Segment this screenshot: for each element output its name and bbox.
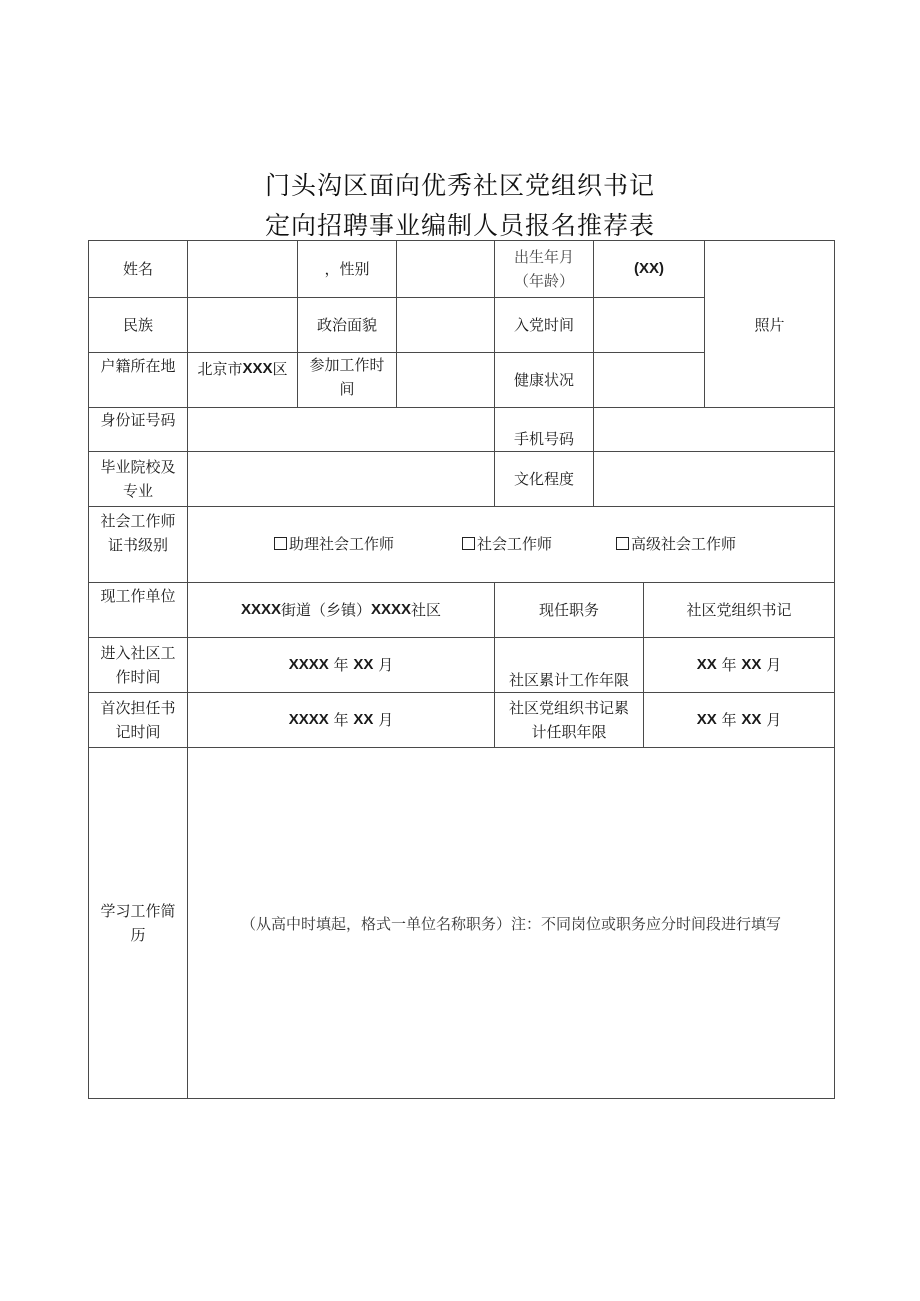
ethnicity-label: 民族 xyxy=(122,316,153,334)
community-entry-value[interactable] xyxy=(188,638,494,692)
entry-month-unit: 月 xyxy=(378,656,394,674)
first-secretary-value[interactable] xyxy=(188,693,494,747)
birth-label-line1: 出生年月 xyxy=(513,248,574,266)
id-number-label: 身份证号码 xyxy=(100,411,176,429)
phone-input[interactable] xyxy=(594,408,834,451)
secretary-months-unit: 月 xyxy=(766,711,782,729)
birth-label xyxy=(495,241,593,297)
position-label: 现任职务 xyxy=(538,601,599,619)
community-placeholder: XXXX xyxy=(371,601,412,618)
form-title-line2: 定向招聘事业编制人员报名推荐表 xyxy=(264,211,655,240)
hukou-value[interactable] xyxy=(188,353,297,407)
resume-label-line2: 历 xyxy=(130,926,146,944)
entry-month-placeholder: XX xyxy=(353,656,374,673)
phone-label: 手机号码 xyxy=(513,430,574,448)
months-unit: 月 xyxy=(766,656,782,674)
secretary-month-placeholder: XX xyxy=(353,711,374,728)
checkbox-icon xyxy=(616,537,629,550)
education-input[interactable] xyxy=(594,452,834,506)
secretary-years-placeholder: XX xyxy=(696,711,717,728)
school-input[interactable] xyxy=(188,452,494,506)
photo-cell[interactable] xyxy=(705,241,834,407)
certificate-label-line1: 社会工作师 xyxy=(100,512,176,530)
education-label: 文化程度 xyxy=(513,470,574,488)
community-years-value[interactable] xyxy=(644,638,834,692)
secretary-years-value[interactable] xyxy=(644,693,834,747)
hukou-district-suffix: 区 xyxy=(272,360,288,378)
community-entry-label-line2: 作时间 xyxy=(115,668,161,686)
years-placeholder: XX xyxy=(696,656,717,673)
work-start-label xyxy=(298,353,396,407)
birth-label-line2: （年龄） xyxy=(513,272,574,290)
resume-label-line1: 学习工作简 xyxy=(100,902,176,920)
secretary-year-unit: 年 xyxy=(333,711,349,729)
street-placeholder: XXXX xyxy=(240,601,281,618)
secretary-months-placeholder: XX xyxy=(741,711,762,728)
entry-year-unit: 年 xyxy=(333,656,349,674)
ethnicity-input[interactable] xyxy=(188,298,297,352)
birth-age-placeholder: (XX) xyxy=(634,260,664,277)
certificate-label-line2: 证书级别 xyxy=(107,536,168,554)
certificate-options xyxy=(188,507,834,582)
entry-year-placeholder: XXXX xyxy=(288,656,329,673)
cert-option-standard-label: 社会工作师 xyxy=(477,535,553,553)
community-entry-label xyxy=(89,638,187,692)
first-secretary-label-line1: 首次担任书 xyxy=(100,699,176,717)
secretary-month-unit: 月 xyxy=(378,711,394,729)
health-input[interactable] xyxy=(594,353,704,407)
secretary-years-label xyxy=(495,693,643,747)
name-input[interactable] xyxy=(188,241,297,297)
certificate-label xyxy=(89,507,187,582)
work-start-label-line2: 间 xyxy=(339,380,355,398)
id-number-input[interactable] xyxy=(188,408,494,451)
community-entry-label-line1: 进入社区工 xyxy=(100,644,176,662)
first-secretary-label-line2: 记时间 xyxy=(115,723,161,741)
secretary-year-placeholder: XXXX xyxy=(288,711,329,728)
cert-option-assistant-label: 助理社会工作师 xyxy=(289,535,395,553)
school-label xyxy=(89,452,187,506)
work-start-label-line1: 参加工作时 xyxy=(309,356,385,374)
cert-option-standard[interactable] xyxy=(462,532,552,556)
secretary-years-unit: 年 xyxy=(721,711,737,729)
gender-label: ，性别 xyxy=(324,260,370,278)
name-label: 姓名 xyxy=(122,260,153,278)
photo-label: 照片 xyxy=(754,316,785,334)
hukou-district-placeholder: XXX xyxy=(242,360,273,377)
gender-input[interactable] xyxy=(397,241,494,297)
hukou-city: 北京市 xyxy=(197,360,243,378)
school-label-line1: 毕业院校及 xyxy=(100,458,176,476)
political-status-label: 政治面貌 xyxy=(316,316,377,334)
secretary-years-label-line1: 社区党组织书记累 xyxy=(508,699,629,717)
party-join-label: 入党时间 xyxy=(513,316,574,334)
resume-textarea[interactable] xyxy=(188,748,834,1098)
position-value[interactable]: 社区党组织书记 xyxy=(686,601,792,619)
resume-hint: （从高中时填起，格式一单位名称职务）注：不同岗位或职务应分时间段进行填写 xyxy=(240,915,781,933)
form-title-line1: 门头沟区面向优秀社区党组织书记 xyxy=(264,171,655,200)
health-label: 健康状况 xyxy=(513,371,574,389)
cert-option-senior-label: 高级社会工作师 xyxy=(631,535,737,553)
first-secretary-label xyxy=(89,693,187,747)
work-start-input[interactable] xyxy=(397,353,494,407)
work-unit-label: 现工作单位 xyxy=(100,587,176,605)
political-status-input[interactable] xyxy=(397,298,494,352)
hukou-label: 户籍所在地 xyxy=(100,357,176,375)
school-label-line2: 专业 xyxy=(122,482,153,500)
work-unit-value[interactable] xyxy=(188,583,494,637)
community-years-label: 社区累计工作年限 xyxy=(508,671,629,689)
community-label: 社区 xyxy=(411,601,442,619)
checkbox-icon xyxy=(274,537,287,550)
checkbox-icon xyxy=(462,537,475,550)
street-label: 街道（乡镇） xyxy=(280,601,371,619)
secretary-years-label-line2: 计任职年限 xyxy=(531,723,607,741)
years-unit: 年 xyxy=(721,656,737,674)
birth-value[interactable] xyxy=(594,241,704,297)
party-join-input[interactable] xyxy=(594,298,704,352)
months-placeholder: XX xyxy=(741,656,762,673)
cert-option-assistant[interactable] xyxy=(274,532,394,556)
cert-option-senior[interactable] xyxy=(616,532,736,556)
resume-label xyxy=(89,748,187,1098)
